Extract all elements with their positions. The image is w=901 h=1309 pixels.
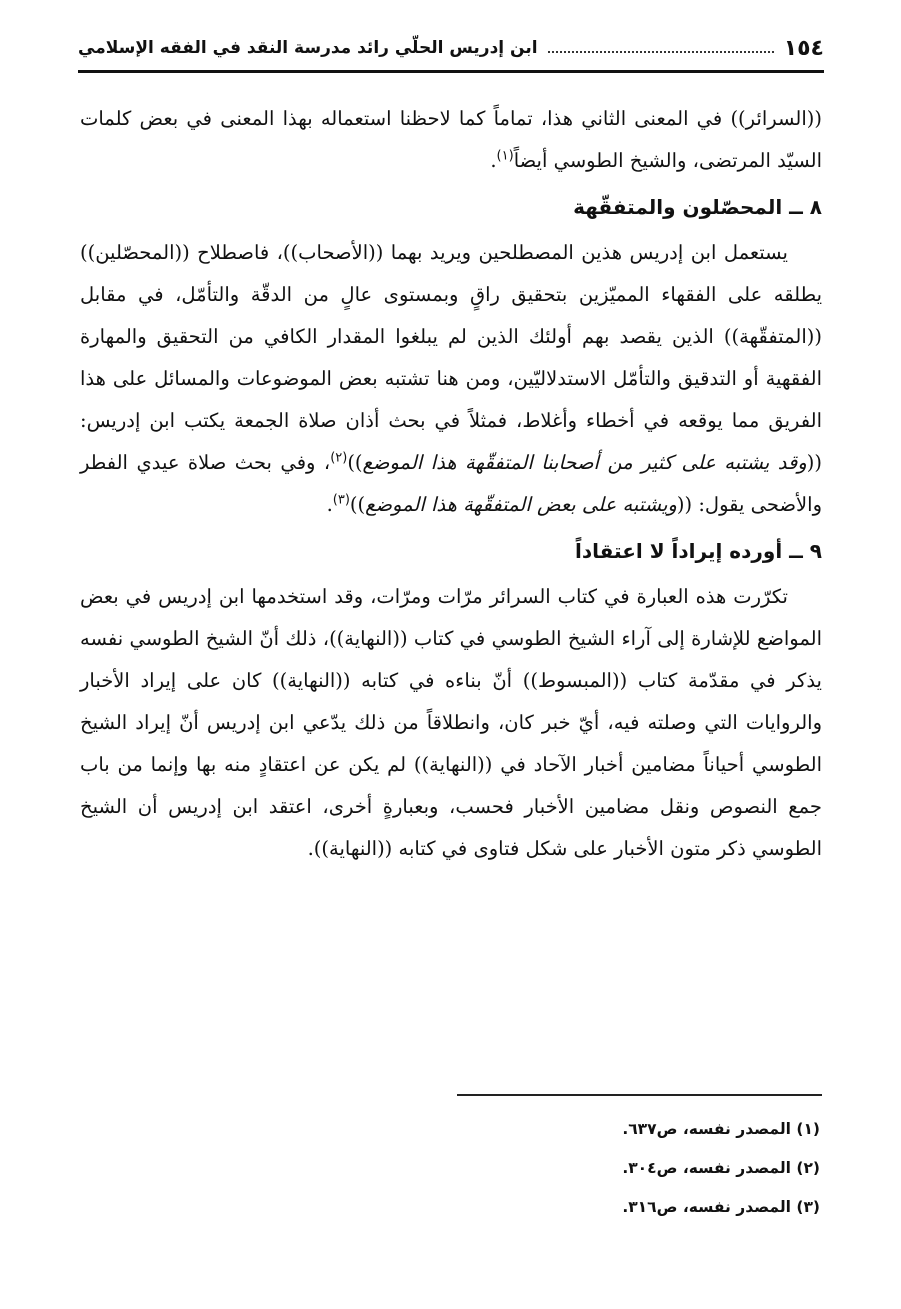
- footnote-ref-2[interactable]: (٢): [330, 450, 348, 466]
- paragraph-3: تكرّرت هذه العبارة في كتاب السرائر مرّات ومرّات، وقد استخدمها ابن إدريس في بعض المواضع للإشارة إلى آراء الشيخ الطوسي في كتاب ((النهاية))، ذلك أنّ الشيخ الطوسي نفسه يذكر في مقدّمة كتاب ((المبسوط)) أنّ بناءه في كتابه ((النهاية)) كان على إيراد الأخبار والروايات التي وصلته فيه، أيّ خبر كان، وانطلاقاً من ذلك يدّعي ابن إدريس أنّ إيراد الشيخ الطوسي أحياناً مضامين أخبار الآحاد في ((النهاية)) لم يكن عن اعتقادٍ منه بها وإنما من باب جمع النصوص ونقل مضامين الأخبار فحسب، وبعبارةٍ أخرى، اعتقد ابن إدريس أن الشيخ الطوسي ذكر متون الأخبار على شكل فتاوى في كتابه ((النهاية)).: [80, 585, 822, 860]
- page-number: ١٥٤: [783, 35, 824, 61]
- section-heading-9: ٩ ــ أورده إيراداً لا اعتقاداً: [575, 539, 822, 563]
- header-dot-leader: [548, 51, 774, 53]
- header-rule: [78, 70, 824, 73]
- running-header-title: ابن إدريس الحلّي رائد مدرسة النقد في الفقه الإسلامي: [78, 38, 538, 58]
- footnote-2: (٢) المصدر نفسه، ص٣٠٤.: [622, 1159, 820, 1177]
- quote-1: وقد يشتبه على كثير من أصحابنا المتفقّهة هذا الموضع: [362, 451, 807, 474]
- quote-2: ويشتبه على بعض المتفقّهة هذا الموضع: [365, 493, 677, 516]
- main-text: [80, 98, 822, 870]
- paragraph-2: يستعمل ابن إدريس هذين المصطلحين ويريد بهما ((الأصحاب))، فاصطلاح ((المحصّلين)) يطلقه على الفقهاء المميّزين بتحقيق راقٍ وبمستوى عالٍ من الدقّة والتأمّل، في مقابل ((المتفقّهة)) الذين يقصد بهم أولئك الذين لم يبلغوا المقدار الكافي من التحقيق والمهارة الفقهية أو التدقيق والتأمّل الاستدلاليّين، ومن هنا تشتبه بعض الموضوعات والمسائل على هذا الفريق مما يوقعه في أخطاء وأغلاط، فمثلاً في بحث أذان صلاة الجمعة يكتب ابن إدريس: ((وقد يشتبه على كثير من أصحابنا المتفقّهة هذا الموضع))$^{(٢)}$، وفي بحث صلاة عيدي الفطر والأضحى يقول: ((ويشتبه على بعض المتفقّهة هذا الموضع))$^{(٣)}$.: [80, 241, 822, 516]
- footnote-3: (٣) المصدر نفسه، ص٣١٦.: [622, 1198, 820, 1216]
- running-header: [78, 30, 824, 66]
- footnotes: [420, 1118, 820, 1235]
- footnote-ref-1[interactable]: (١): [496, 148, 514, 164]
- footnote-separator: [457, 1094, 822, 1096]
- paragraph-1: ((السرائر)) في المعنى الثاني هذا، تماماً كما لاحظنا استعماله بهذا المعنى في بعض كلمات السيّد المرتضى، والشيخ الطوسي أيضاً$^{(١)}$.: [80, 107, 822, 172]
- section-heading-8: ٨ ــ المحصّلون والمتفقّهة: [573, 195, 822, 219]
- footnote-ref-3[interactable]: (٣): [332, 492, 350, 508]
- footnote-1: (١) المصدر نفسه، ص٦٣٧.: [622, 1120, 820, 1138]
